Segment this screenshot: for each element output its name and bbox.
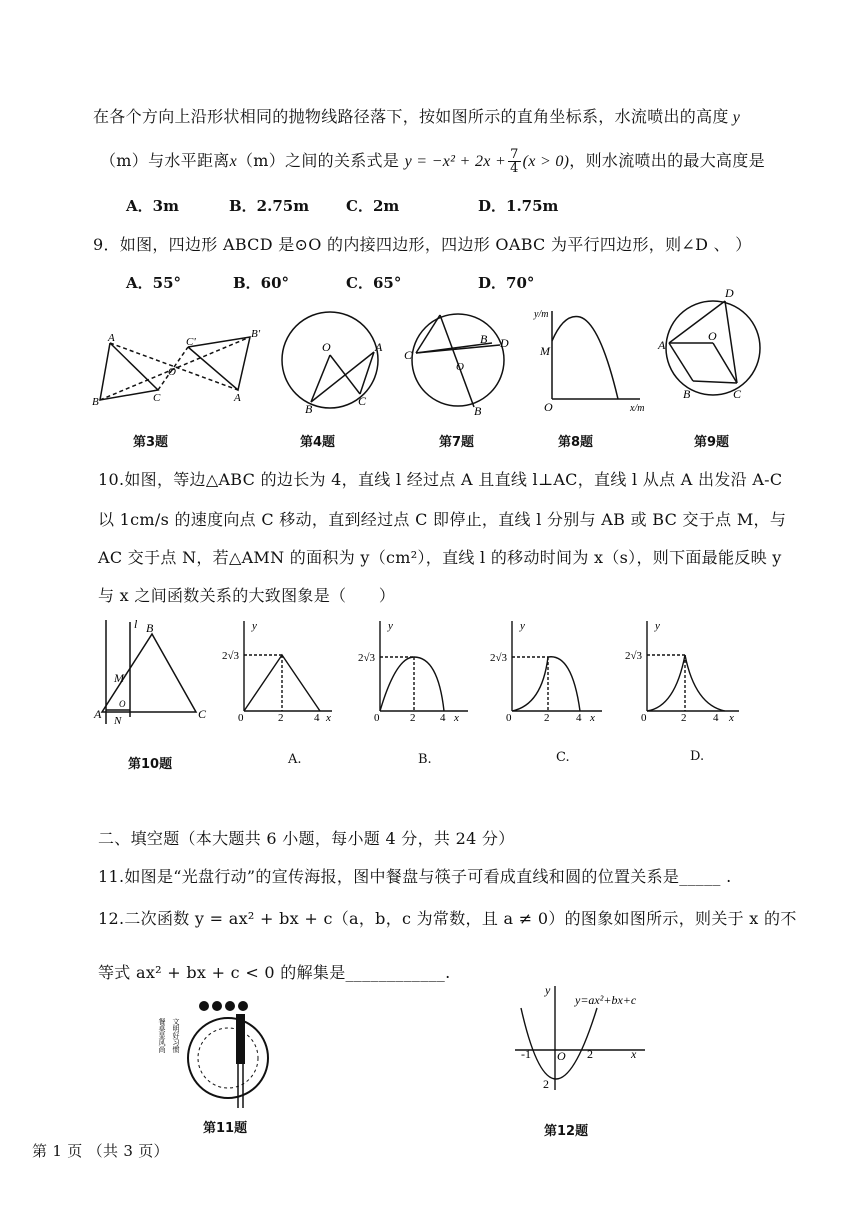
graph-a-x: x <box>326 712 331 724</box>
figure-10 <box>92 612 212 732</box>
fig9-label-a: A <box>658 338 666 352</box>
q8-option-d: D．1.75m <box>478 197 559 215</box>
q8-frac-num: 7 <box>510 147 519 162</box>
fig12-label-2: 2 <box>587 1047 593 1061</box>
graph-c-x: x <box>590 712 595 724</box>
figure-8 <box>530 303 655 415</box>
caption-fig7: 第7题 <box>439 435 475 450</box>
graph-c-tick-2: 2 <box>544 712 550 724</box>
fig10-label-m: M <box>114 671 124 685</box>
fig12-label-o: O <box>557 1049 566 1063</box>
fig3-label-c2: C' <box>186 336 196 348</box>
fig9-label-o: O <box>708 329 717 343</box>
graph-b-tick-0: 0 <box>374 712 380 724</box>
q8-y-var: y <box>732 109 741 126</box>
fig12-label-x: x <box>631 1047 637 1061</box>
graph-c-y: y <box>520 620 525 632</box>
figure-9 <box>655 283 775 413</box>
fig11-slogan-right: 餐桌显风尚 <box>158 1018 166 1053</box>
caption-graph-b: B. <box>418 752 432 767</box>
fig4-label-a: A <box>375 340 383 354</box>
fig8-label-x: x/m <box>630 403 645 414</box>
q8-line2 <box>100 148 765 175</box>
graph-c-tick-2sqrt3: 2√3 <box>490 652 508 664</box>
fig10-label-b: B <box>146 621 154 635</box>
caption-fig12: 第12题 <box>544 1124 589 1139</box>
fig10-label-c: C <box>198 707 207 721</box>
fig9-label-b: B <box>683 387 691 401</box>
q10-line4: 与 x 之间函数关系的大致图象是（ ） <box>98 586 396 605</box>
fig10-label-a: A <box>94 707 102 721</box>
fig8-label-o: O <box>544 400 553 414</box>
q8-fraction <box>508 148 521 175</box>
q9-option-d: D．70° <box>478 274 535 292</box>
graph-d-tick-4: 4 <box>713 712 719 724</box>
fig4-label-c: C <box>358 394 367 408</box>
fig3-label-c: C <box>153 392 161 404</box>
q9-text: 9．如图，四边形 ABCD 是⊙O 的内接四边形，四边形 OABC 为平行四边形，则∠D 、 ） <box>93 235 752 254</box>
graph-c <box>490 615 610 725</box>
caption-fig10: 第10题 <box>128 757 173 772</box>
graph-d-tick-0: 0 <box>641 712 647 724</box>
q10-line1: 10.如图，等边△ABC 的边长为 4，直线 l 经过点 A 且直线 l⊥AC，直线 l 从点 A 出发沿 A-C <box>98 470 783 489</box>
q8-line2a: （m）与水平距离 <box>100 151 230 170</box>
q12-line2: 等式 ax² + bx + c < 0 的解集是____________. <box>98 963 451 982</box>
q12-line1: 12.二次函数 y = ax² + bx + c（a，b，c 为常数，且 a ≠ 0）的图象如图所示，则关于 x 的不 <box>98 909 797 928</box>
caption-fig4: 第4题 <box>300 435 336 450</box>
graph-d <box>625 615 745 725</box>
fig3-label-a2: A <box>234 392 241 404</box>
q8-line2b: （m）之间的关系式是 <box>236 151 400 170</box>
fig7-label-c: C <box>404 348 413 362</box>
graph-b <box>358 615 473 725</box>
figure-3 <box>88 325 268 415</box>
fig7-label-o: O <box>456 361 464 373</box>
graph-b-tick-4: 4 <box>440 712 446 724</box>
graph-b-y: y <box>388 620 393 632</box>
graph-a-tick-4: 4 <box>314 712 320 724</box>
fig8-label-m: M <box>540 344 550 358</box>
q9-option-b: B．60° <box>233 274 290 292</box>
q8-line1 <box>93 104 740 127</box>
caption-graph-a: A. <box>288 752 302 767</box>
fig12-label-eq: y=ax²+bx+c <box>575 993 637 1007</box>
graph-d-tick-2: 2 <box>681 712 687 724</box>
fig3-label-o: O <box>168 366 176 378</box>
fig8-label-y: y/m <box>534 309 549 320</box>
q10-line3: AC 交于点 N，若△AMN 的面积为 y（cm²），直线 l 的移动时间为 x（s），则下面最能反映 y <box>98 548 782 567</box>
caption-fig3: 第3题 <box>133 435 169 450</box>
caption-graph-c: C. <box>556 750 570 765</box>
fig3-label-b: B <box>92 396 99 408</box>
graph-a-tick-2sqrt3: 2√3 <box>222 650 240 662</box>
fig3-label-a: A <box>108 332 115 344</box>
q8-formula-left: y = −x² + 2x + <box>404 153 507 170</box>
fig7-label-d: D <box>500 336 509 350</box>
q9-option-c: C．65° <box>346 274 402 292</box>
fig10-label-n: N <box>114 715 122 727</box>
q8-line2c: ，则水流喷出的最大高度是 <box>569 151 765 170</box>
graph-c-tick-0: 0 <box>506 712 512 724</box>
fig10-label-o: O <box>119 699 126 709</box>
graph-b-tick-2: 2 <box>410 712 416 724</box>
fig7-label-b: B <box>480 332 488 346</box>
fig11-slogan-left: 文明好习惯 <box>172 1018 180 1053</box>
caption-fig9: 第9题 <box>694 435 730 450</box>
figure-11 <box>158 998 276 1110</box>
caption-fig8: 第8题 <box>558 435 594 450</box>
graph-a-tick-2: 2 <box>278 712 284 724</box>
fig12-label-neg1: -1 <box>521 1047 531 1061</box>
q8-frac-den: 4 <box>510 161 519 176</box>
graph-a-y: y <box>252 620 257 632</box>
graph-d-y: y <box>655 620 660 632</box>
q9-option-a: A．55° <box>126 274 182 292</box>
fig4-label-o: O <box>322 340 331 354</box>
fig7-label-b2: B <box>474 404 482 415</box>
caption-fig11: 第11题 <box>203 1121 248 1136</box>
q8-option-b: B．2.75m <box>229 197 310 215</box>
q8-option-c: C．2m <box>346 197 400 215</box>
graph-c-tick-4: 4 <box>576 712 582 724</box>
q8-x-var: x <box>229 153 237 170</box>
graph-b-tick-2sqrt3: 2√3 <box>358 652 376 664</box>
q10-line2: 以 1cm/s 的速度向点 C 移动，直到经过点 C 即停止，直线 l 分别与 AB 或 BC 交于点 M，与 <box>98 510 787 529</box>
figure-7 <box>400 305 515 415</box>
fig9-label-c: C <box>733 387 742 401</box>
q8-formula-right: (x > 0) <box>522 153 570 170</box>
q11-text: 11.如图是“光盘行动”的宣传海报，图中餐盘与筷子可看成直线和圆的位置关系是_____ . <box>98 867 732 886</box>
section2-heading: 二、填空题（本大题共 6 小题，每小题 4 分，共 24 分） <box>98 829 515 848</box>
graph-a-tick-0: 0 <box>238 712 244 724</box>
figure-4 <box>278 305 388 415</box>
page-footer: 第 1 页 （共 3 页） <box>32 1142 169 1160</box>
fig4-label-b: B <box>305 402 313 415</box>
graph-d-tick-2sqrt3: 2√3 <box>625 650 643 662</box>
caption-graph-d: D. <box>690 749 705 764</box>
fig12-label-neg2: 2 <box>543 1077 549 1091</box>
fig10-label-l: l <box>134 617 138 631</box>
fig3-label-b2: B' <box>251 328 261 340</box>
graph-b-x: x <box>454 712 459 724</box>
fig9-label-d: D <box>725 286 734 300</box>
fig12-label-y: y <box>545 983 551 997</box>
graph-a <box>222 615 337 725</box>
q8-option-a: A．3m <box>126 197 179 215</box>
graph-d-x: x <box>729 712 734 724</box>
q8-line1-text: 在各个方向上沿形状相同的抛物线路径落下，按如图所示的直角坐标系，水流喷出的高度 <box>93 107 729 126</box>
figure-12 <box>505 980 665 1095</box>
